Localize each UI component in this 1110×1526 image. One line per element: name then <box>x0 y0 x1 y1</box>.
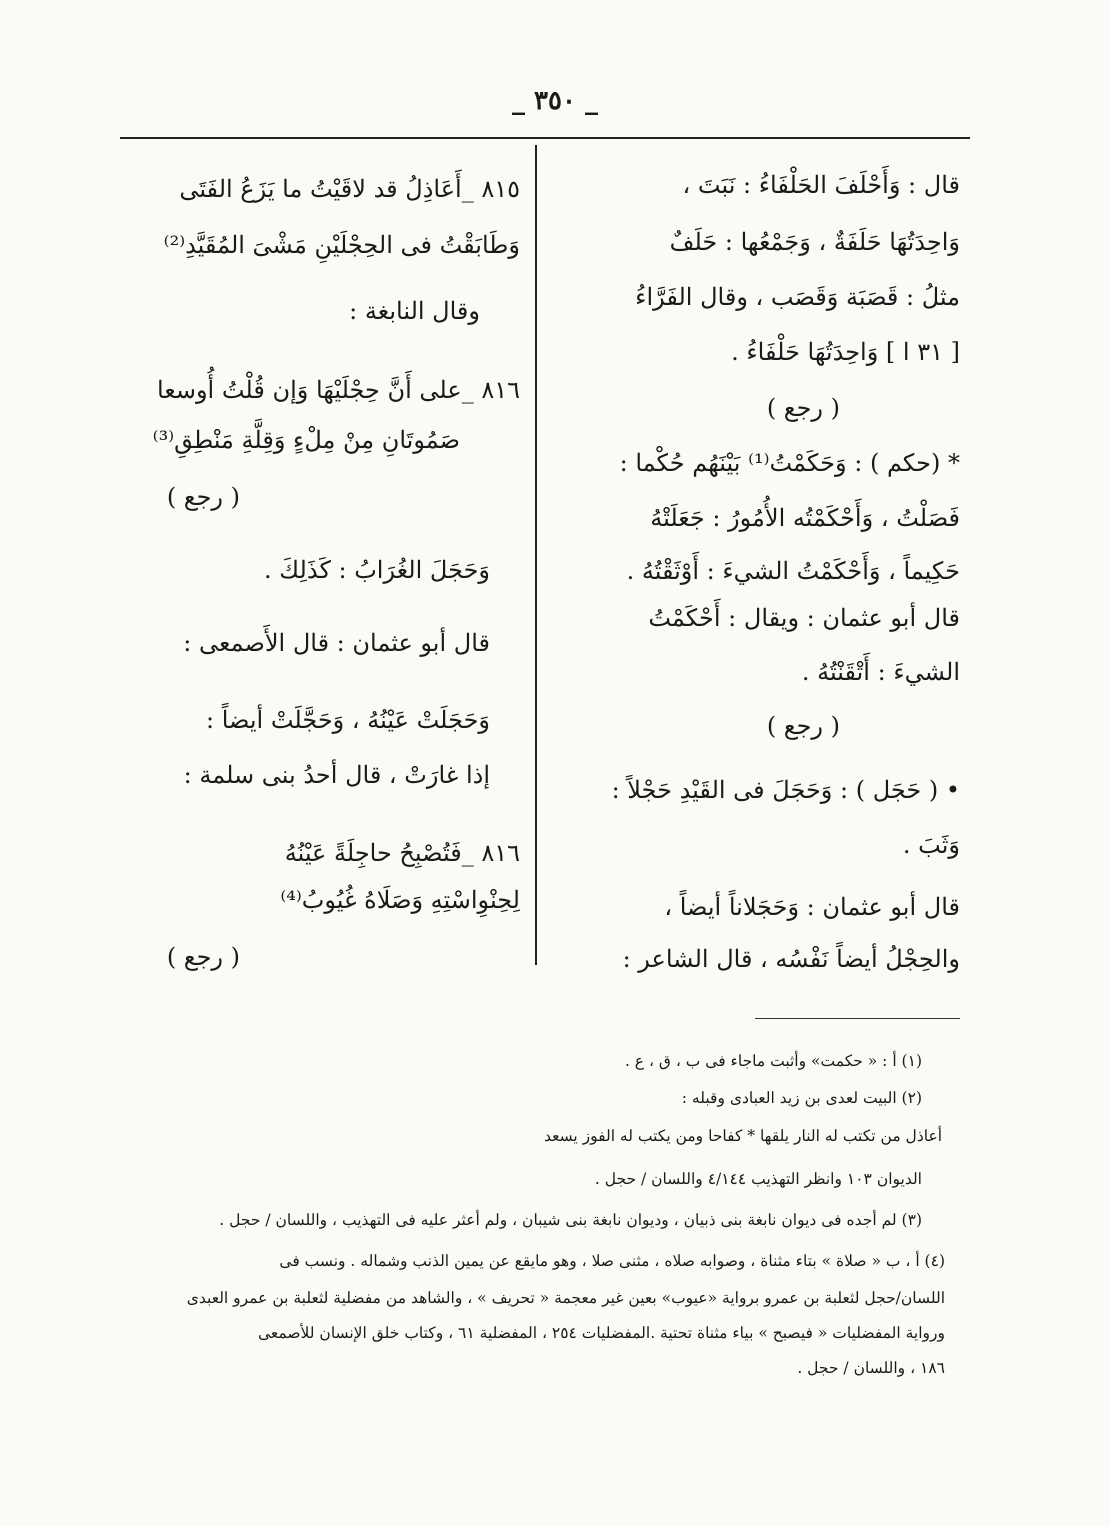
column-divider <box>535 145 537 965</box>
section-marker: ( رجع ) <box>766 712 840 740</box>
text-line: قال أبو عثمان : وَحَجَلاناً أيضاً ، <box>664 893 960 921</box>
text-line: وَحَجَلَتْ عَيْنُهُ ، وَحَجَّلَتْ أيضاً : <box>206 706 490 734</box>
text-line: * (حكم ) : وَحَكَمْتُ⁽¹⁾ بَيْنَهُم حُكْما : <box>619 449 960 477</box>
footnote: ١٨٦ ، واللسان / حجل . <box>797 1359 945 1377</box>
footnote-verse: أعاذل من تكتب له النار يلقها * كفاحا ومن يكتب له الفوز يسعد <box>543 1127 942 1145</box>
text-line: [ ٣١ ا ] وَاحِدَتُهَا حَلْفَاءُ . <box>731 338 960 366</box>
section-marker: ( رجع ) <box>766 394 840 422</box>
text-line: فَصَلْتُ ، وَأَحْكَمْتُه الأُمُورُ : جَعَلَتْهُ <box>650 504 960 532</box>
text-line: قال : وَأَحْلَفَ الحَلْفَاءُ : نَبَتَ ، <box>682 171 960 199</box>
page-number: _ ٣٥٠ _ <box>511 86 599 116</box>
text-line: الشيءَ : أَتْقَنْتُهُ . <box>801 658 960 686</box>
text-line: قال أبو عثمان : قال الأَصمعى : <box>183 629 490 657</box>
text-line: والحِجْلُ أيضاً نَفْسُه ، قال الشاعر : <box>622 945 960 973</box>
text-line: قال أبو عثمان : ويقال : أَحْكَمْتُ <box>648 604 960 632</box>
verse-line: ٨١٦ _فَتُصْبِحُ حاجِلَةً عَيْنُهُ <box>284 839 520 867</box>
footnote: (١) أ : « حكمت» وأثبت ماجاء فى ب ، ق ، ع . <box>624 1052 922 1070</box>
verse-line: وَطَابَقْتُ فى الحِجْلَيْنِ مَشْىَ المُقَيَّدِ⁽²⁾ <box>163 231 520 259</box>
footnote: (٤) أ ، ب « صلاة » بتاء مثناة ، وصوابه صلاه ، مثنى صلا ، وهو مايقع عن يمين الذنب وشماله . ونسب فى <box>279 1252 945 1270</box>
header-rule <box>120 137 970 139</box>
verse-line: لِحِنْوِاسْتِهِ وَصَلَاهُ غُيُوبُ⁽⁴⁾ <box>280 886 520 914</box>
verse-line: ٨١٦ _على أَنَّ حِجْلَيْهَا وَإن قُلْتُ أُوسعا <box>156 376 520 404</box>
text-line: إذا غارَتْ ، قال أحدُ بنى سلمة : <box>183 761 490 789</box>
section-marker: ( رجع ) <box>166 943 240 971</box>
text-line: وَاحِدَتُهَا حَلَفَةٌ ، وَجَمْعُها : حَلَفٌ <box>669 228 960 256</box>
text-line: وَحَجَلَ الغُرَابُ : كَذَلِكَ . <box>264 556 490 584</box>
text-line: وَثَبَ . <box>902 831 960 859</box>
verse-line: صَمُوتَانِ مِنْ مِلْءٍ وَقِلَّةِ مَنْطِقِ⁽³⁾ <box>152 426 460 454</box>
text-line: وقال النابغة : <box>349 297 480 325</box>
footnote-rule <box>755 1018 960 1019</box>
footnote: اللسان/حجل لثعلبة بن عمرو برواية «عيوب» بعين غير معجمة « تحريف » ، والشاهد من مفضلية لثعلبة بن عمرو العبدى <box>186 1289 945 1307</box>
verse-line: ٨١٥ _أَعَاذِلُ قد لاقَيْتُ ما يَزَعُ الفَتَى <box>179 175 520 203</box>
text-line: حَكِيماً ، وَأَحْكَمْتُ الشيءَ : أَوْثَقْتُهُ . <box>626 557 960 585</box>
footnote: (٣) لم أجده فى ديوان نابغة بنى ذبيان ، وديوان نابغة بنى شيبان ، ولم أعثر عليه فى التهذيب ، واللسان / حجل . <box>219 1211 922 1229</box>
footnote: الديوان ١٠٣ وانظر التهذيب ٤/١٤٤ واللسان / حجل . <box>594 1170 922 1188</box>
footnote: ورواية المفضليات « فيصبح » بياء مثناة تحتية .المفضليات ٢٥٤ ، المفضلية ٦١ ، وكتاب خلق الإنسان للأصمعى <box>258 1324 945 1342</box>
section-marker: ( رجع ) <box>166 483 240 511</box>
text-line: • ( حَجَل ) : وَحَجَلَ فى القَيْدِ حَجْلاً : <box>611 776 960 804</box>
text-line: مثلُ : قَصَبَة وَقَصَب ، وقال الفَرَّاءُ <box>635 283 960 311</box>
footnote: (٢) البيت لعدى بن زيد العبادى وقبله : <box>681 1089 922 1107</box>
